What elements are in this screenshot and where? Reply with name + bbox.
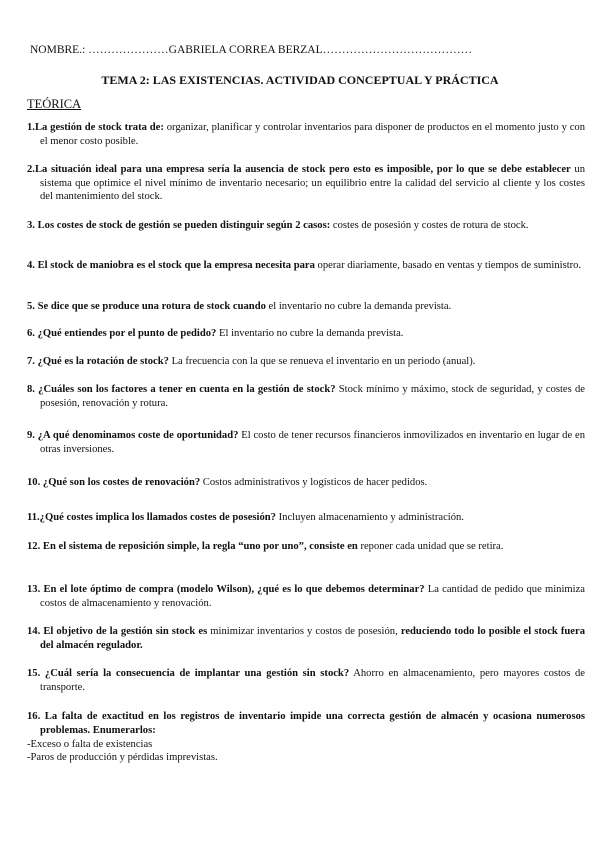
answer-text: minimizar inventarios y costos de posesión, bbox=[207, 626, 398, 637]
question-text: ¿Qué es la rotación de stock? bbox=[34, 356, 169, 367]
question-11 bbox=[27, 511, 585, 525]
question-text: El stock de maniobra es el stock que la empresa necesita para bbox=[34, 260, 315, 271]
question-text: La falta de exactitud en los registros de inventario impide una correcta gestión de almacén y ocasiona numerosos problemas. Enumerarlos: bbox=[40, 711, 585, 736]
question-text: En el lote óptimo de compra (modelo Wilson), ¿qué es lo que debemos determinar? bbox=[40, 584, 425, 595]
question-text: La situación ideal para una empresa sería la ausencia de stock pero esto es imposible, por lo que se debe establecer bbox=[34, 164, 571, 175]
name-line bbox=[30, 44, 472, 56]
question-text: El objetivo de la gestión sin stock es bbox=[40, 626, 208, 637]
list-item: -Exceso o falta de existencias bbox=[27, 739, 153, 750]
question-number: 16. bbox=[27, 711, 41, 722]
question-number: 15. bbox=[27, 668, 41, 679]
question-12 bbox=[27, 540, 585, 554]
answer-text: Stock mínimo y máximo, stock de seguridad, y costes de posesión, renovación y rotura. bbox=[40, 384, 585, 409]
answer-text: Costos administrativos y logísticos de hacer pedidos. bbox=[200, 477, 428, 488]
question-text: ¿Cuál sería la consecuencia de implantar una gestión sin stock? bbox=[40, 668, 350, 679]
question-number: 11. bbox=[27, 512, 40, 523]
question-5 bbox=[27, 300, 585, 314]
question-4 bbox=[27, 259, 585, 273]
question-text: ¿Qué costes implica los llamados costes de posesión? bbox=[39, 512, 276, 523]
question-text-continued: reduciendo todo lo posible el stock fuera del almacén regulador. bbox=[40, 626, 585, 651]
section-heading: TEÓRICA bbox=[27, 97, 82, 111]
answer-text: organizar, planificar y controlar inventarios para disponer de productos en el momento justo y con el menor costo posible. bbox=[40, 122, 585, 147]
question-text: En el sistema de reposición simple, la regla “uno por uno”, consiste en bbox=[40, 541, 358, 552]
question-7 bbox=[27, 355, 585, 369]
question-number: 5. bbox=[27, 301, 35, 312]
question-number: 1. bbox=[27, 122, 35, 133]
question-1 bbox=[27, 121, 585, 148]
question-number: 9. bbox=[27, 430, 35, 441]
name-label: NOMBRE.: ………………… bbox=[30, 44, 169, 56]
answer-text: operar diariamente, basado en ventas y tiempos de suministro. bbox=[314, 260, 582, 271]
name-trail: ………………………………… bbox=[322, 44, 473, 56]
answer-text: el inventario no cubre la demanda prevista. bbox=[265, 301, 452, 312]
list-item: -Paros de producción y pérdidas imprevistas. bbox=[27, 752, 218, 763]
answer-text: costes de posesión y costes de rotura de stock. bbox=[330, 220, 529, 231]
question-text: La gestión de stock trata de: bbox=[34, 122, 164, 133]
page-title: TEMA 2: LAS EXISTENCIAS. ACTIVIDAD CONCEPTUAL Y PRÁCTICA bbox=[101, 73, 499, 87]
question-number: 10. bbox=[27, 477, 41, 488]
question-text: ¿Qué entiendes por el punto de pedido? bbox=[34, 328, 217, 339]
question-9 bbox=[27, 429, 585, 456]
question-3 bbox=[27, 219, 585, 233]
question-2 bbox=[27, 163, 585, 204]
question-16 bbox=[27, 710, 585, 737]
answer-text: La frecuencia con la que se renueva el inventario en un periodo (anual). bbox=[168, 356, 476, 367]
question-number: 6. bbox=[27, 328, 35, 339]
question-number: 3. bbox=[27, 220, 35, 231]
question-text: Se dice que se produce una rotura de stock cuando bbox=[34, 301, 266, 312]
question-number: 7. bbox=[27, 356, 35, 367]
question-14 bbox=[27, 625, 585, 652]
question-text: ¿Cuáles son los factores a tener en cuenta en la gestión de stock? bbox=[34, 384, 336, 395]
question-13 bbox=[27, 583, 585, 610]
answer-text: un sistema que optimice el nivel mínimo de inventario necesario; un equilibrio entre la calidad del servicio al cliente y los costes del mantenimiento del stock. bbox=[40, 164, 585, 202]
answer-text: Ahorro en almacenamiento, pero mayores costos de transporte. bbox=[40, 668, 586, 693]
question-text: Los costes de stock de gestión se pueden distinguir según 2 casos: bbox=[34, 220, 331, 231]
question-number: 8. bbox=[27, 384, 35, 395]
question-number: 4. bbox=[27, 260, 35, 271]
question-number: 13. bbox=[27, 584, 41, 595]
question-text: ¿Qué son los costes de renovación? bbox=[40, 477, 201, 488]
answer-text: Incluyen almacenamiento y administración. bbox=[275, 512, 464, 523]
answer-text: El costo de tener recursos financieros inmovilizados en inventario en lugar de en otras inversiones. bbox=[40, 430, 585, 455]
answer-text: El inventario no cubre la demanda prevista. bbox=[216, 328, 404, 339]
question-number: 2. bbox=[27, 164, 35, 175]
question-6 bbox=[27, 327, 585, 341]
question-text: ¿A qué denominamos coste de oportunidad? bbox=[34, 430, 239, 441]
question-15 bbox=[27, 667, 585, 694]
question-8 bbox=[27, 383, 585, 410]
question-10 bbox=[27, 476, 585, 490]
answer-text: La cantidad de pedido que minimiza costos de almacenamiento y renovación. bbox=[40, 584, 585, 609]
question-number: 14. bbox=[27, 626, 41, 637]
answer-text: reponer cada unidad que se retira. bbox=[357, 541, 504, 552]
question-number: 12. bbox=[27, 541, 41, 552]
name-value: GABRIELA CORREA BERZAL bbox=[168, 44, 323, 56]
